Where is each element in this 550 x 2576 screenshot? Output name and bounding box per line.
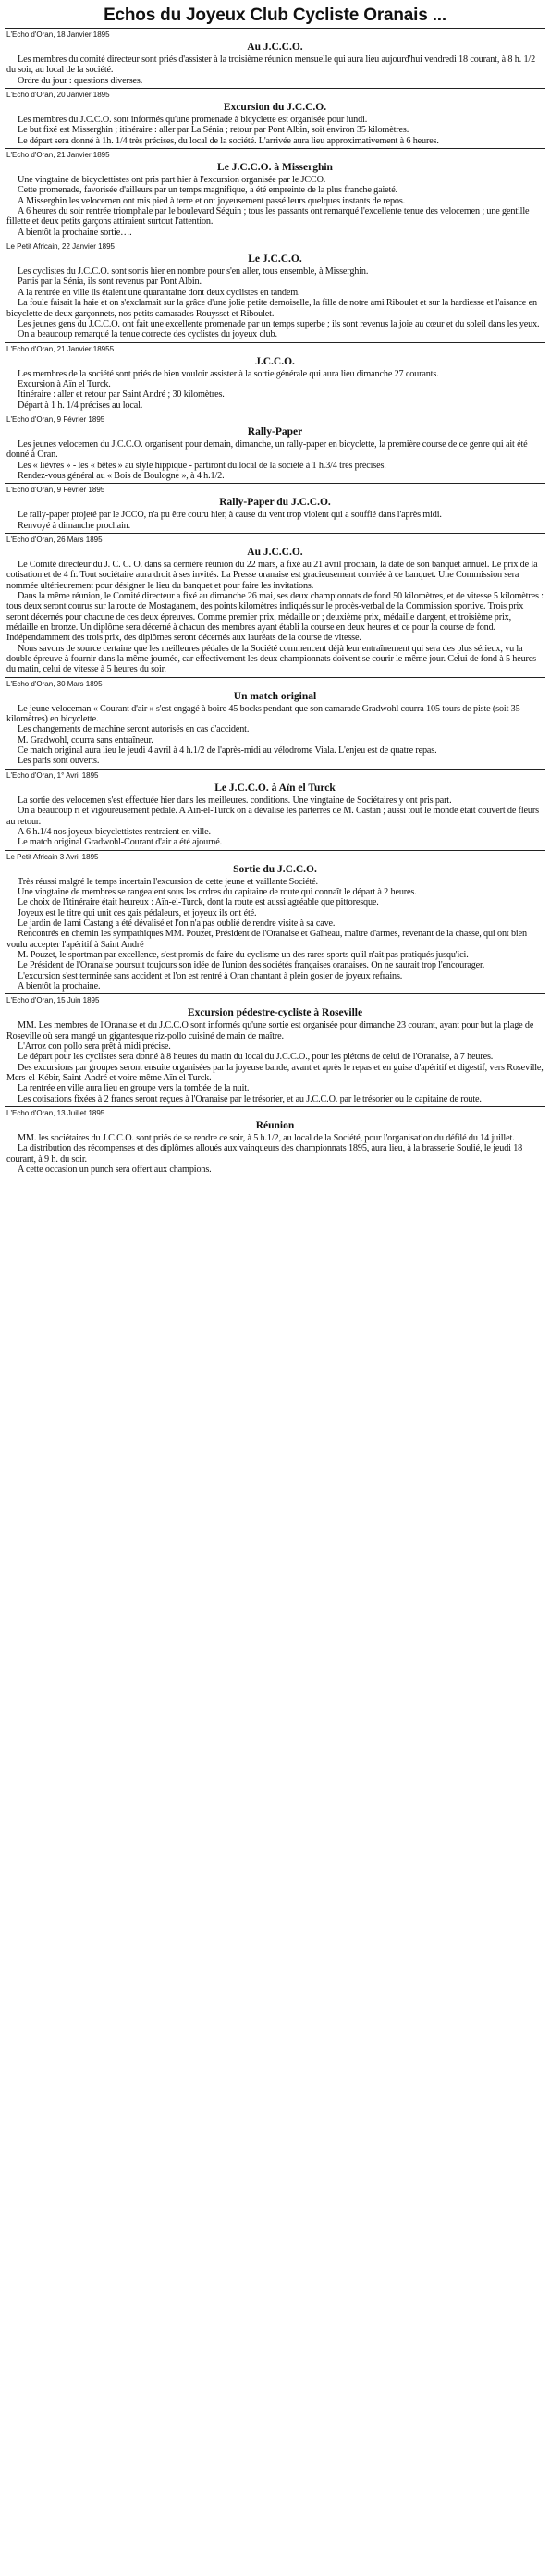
newspaper-page [5,0,545,1177]
article [5,413,545,483]
article-paragraph: A Misserghin les velocemen ont mis pied à terre et ont joyeusement passé leurs quelques instants de repos. [18,195,406,206]
article-paragraph: On a beaucoup remarqué la tenue correcte des cyclistes du joyeux club. [18,329,277,340]
article-title: Un match original [233,690,317,702]
article-paragraph: Itinéraire : aller et retour par Saint André ; 30 kilomètres. [18,389,225,401]
article-paragraph: Rendez-vous général au « Bois de Boulogne », à 4 h.1/2. [18,470,225,481]
article-paragraph: A 6 heures du soir rentrée triomphale par le boulevard Séguin ; tous les passants ont remarqué l'excellente tenue des velocemen ; une gentille fillette et deux petits garçons attiraient surtout l'attention. [6,206,530,228]
article-paragraph: L'excursion s'est terminée sans accident et l'on est rentré à Oran chantant à plein gosier de joyeux refrains. [18,970,403,981]
article-title: Au J.C.C.O. [247,42,303,53]
article-source: L'Echo d'Oran, 15 Juin 1895 [6,996,100,1005]
article [5,769,545,850]
article-paragraph: Départ à 1 h. 1/4 précises au local. [18,400,143,411]
article-title: Rally-Paper [247,425,303,438]
page-title: Echos du Joyeux Club Cycliste Oranais ... [104,6,446,25]
article-source: L'Echo d'Oran, 9 Février 1895 [6,414,105,424]
article-paragraph: Le Comité directeur du J. C. C. O. dans sa dernière réunion du 22 mars, a fixé au 21 avril prochain, la date de son banquet annuel. Le prix de la cotisation et de 4 fr. Tout sociétaire aura droit à ses invités. La Presse oranaise est gracieusement conviée à ce banquet. Une Commission sera nommée ultérieurement pour désigner le lieu du banquet et pour faire les invitations. [6,559,538,591]
article-paragraph: M. Gradwohl, courra sans entraîneur. [18,734,153,746]
article-title: Excursion pédestre-cycliste à Roseville [187,1007,363,1019]
article-paragraph: Les « lièvres » - les « bêtes » au style hippique - partiront du local de la société à 1 h.3/4 très précises. [18,460,386,471]
article-source: L'Echo d'Oran, 21 Janvier 18955 [6,344,115,353]
article-paragraph: Les paris sont ouverts. [18,756,100,767]
article-title: Le J.C.C.O. à Misserghin [217,162,333,174]
article [5,533,545,677]
article-paragraph: Les jeunes gens du J.C.C.O. ont fait une excellente promenade par un temps superbe ; ils sont revenus la joie au cœur et du soleil dans les yeux. [18,318,540,329]
article-paragraph: Le jardin de l'ami Castang a été dévalisé et l'on n'a pas oublié de rendre visite à sa cave. [18,918,336,929]
article [5,240,545,341]
article [5,850,545,994]
article-source: L'Echo d'Oran, 13 Juillet 1895 [6,1109,105,1118]
article-paragraph: La foule faisait la haie et on s'exclamait sur la grâce d'une jolie petite demoiselle, la fille de notre ami Riboulet et sur la hardiesse et l'aisance en bicyclette de deux garçonnets, nos petits camarades Rouysset et Riboulet. [6,298,537,319]
article-paragraph: Très réussi malgré le temps incertain l'excursion de cette jeune et vaillante Société. [18,876,318,887]
article-title: Rally-Paper du J.C.C.O. [219,497,331,509]
article-paragraph: Une vingtaine de bicyclettistes ont pris part hier à l'excursion organisée par le JCCO. [18,175,326,186]
article-paragraph: Les membres du comité directeur sont priés d'assister à la troisième réunion mensuelle qui aura lieu aujourd'hui vendredi 18 courant, à 8 h. 1/2 du soir, au local de la société. [6,55,536,76]
article-paragraph: Le match original Gradwohl-Courant d'air a été ajourné. [18,837,223,848]
article-paragraph: Ordre du jour : questions diverses. [18,75,143,86]
article-paragraph: A bientôt la prochaine sortie…. [18,227,132,238]
article-source: L'Echo d'Oran, 26 Mars 1895 [6,535,103,544]
article-source: L'Echo d'Oran, 21 Janvier 1895 [6,151,110,160]
article-source: L'Echo d'Oran, 30 Mars 1895 [6,679,103,688]
article-paragraph: Le Président de l'Oranaise poursuit toujours son idée de l'union des sociétés françaises oranaises. On ne saurait trop l'encourager. [18,960,485,971]
article-paragraph: A la rentrée en ville ils étaient une quarantaine dont deux cyclistes en tandem. [18,287,300,298]
article-title: Le J.C.C.O. [248,253,302,265]
article-paragraph: MM. les sociétaires du J.C.C.O. sont priés de se rendre ce soir, à 5 h.1/2, au local de la Société, pour l'organisation du défilé du 14 juillet. [18,1133,515,1144]
article-paragraph: Renvoyé à dimanche prochain. [18,520,130,531]
article-paragraph: La distribution des récompenses et des diplômes alloués aux vainqueurs des championnats 1895, aura lieu, à la brasserie Soulié, le jeudi 18 courant, à 9 h. du soir. [6,1143,523,1165]
article-paragraph: La sortie des velocemen s'est effectuée hier dans les meilleures. conditions. Une vingtaine de Sociétaires y ont pris part. [18,795,452,806]
article-paragraph: Des excursions par groupes seront ensuite organisées par la joyeuse bande, avant et après le repas et en guise d'apéritif et digestif, vers Roseville, Mers-el-Kébir, Saint-André et voire même Aïn el Turck. [6,1062,544,1084]
article-paragraph: A 6 h.1/4 nos joyeux bicyclettistes rentraient en ville. [18,826,211,837]
article-paragraph: La rentrée en ville aura lieu en groupe vers la tombée de la nuit. [18,1083,250,1094]
article-title: Réunion [255,1120,295,1132]
article-paragraph: Rencontrés en chemin les sympathiques MM. Pouzet, Président de l'Oranaise et Gaïneau, maître d'armes, revenant de la chasse, qui ont bien voulu accepter l'apéritif à Saint André [6,929,527,950]
article-paragraph: Les cotisations fixées à 2 francs seront reçues à l'Oranaise par le trésorier, et au J.C.C.O. par le trésorier ou le capitaine de route. [18,1093,482,1104]
article-title: Le J.C.C.O. à Aïn el Turck [214,782,336,794]
article-title: Sortie du J.C.C.O. [233,863,317,875]
article-paragraph: Le choix de l'itinéraire était heureux : Aïn-el-Turck, dont la route est aussi agréable que pittoresque. [18,897,379,908]
article-paragraph: Le jeune veloceman « Courant d'air » s'est engagé à boire 45 bocks pendant que son camarade Gradwohl courra 105 tours de piste (soit 35 kilomètres) en bicyclette. [6,703,520,725]
article-paragraph: Ce match original aura lieu le jeudi 4 avril à 4 h.1/2 de l'après-midi au vélodrome Viala. L'enjeu est de quatre repas. [18,746,437,757]
article-paragraph: Dans la même réunion, le Comité directeur a fixé au dimanche 26 mai, ses deux championnats de fond 50 kilomètres, et de vitesse 5 kilomètres : tous deux seront courus sur la route de Mostaganem, des points kilomètres indiqués sur le procès-verbal de la Commission sportive. Trois prix seront décernés pour chacune de ces deux épreuves. Comme premier prix, médaille or ; deuxième prix, médaille d'argent, et troisième prix, médaille en bronze. Un diplôme sera décerné à chacun des membres ayant établi la course en deux heures et ce pour la course de fond. Indépendamment des trois prix, des diplômes seront décernés aux lauréats de la course de vitesse. [6,591,544,644]
article-paragraph: Les membres de la société sont priés de bien vouloir assister à la sortie générale qui aura lieu dimanche 27 courants. [18,368,439,379]
article [5,677,545,769]
article [5,1106,545,1177]
article [5,88,545,148]
article-paragraph: Joyeux est le titre qui unit ces gais pédaleurs, et joyeux ils ont été. [18,907,257,918]
article [5,483,545,533]
article-title: J.C.C.O. [255,355,295,367]
article-paragraph: Le rally-paper projeté par le JCCO, n'a pu être couru hier, à cause du vent trop violent qui a soufflé dans l'après midi. [18,510,442,521]
article [5,28,545,88]
article-paragraph: A bientôt la prochaine. [18,980,101,992]
article-paragraph: Les membres du J.C.C.O. sont informés qu'une promenade à bicyclette est organisée pour lundi. [18,115,368,126]
article-paragraph: Le but fixé est Misserghin ; itinéraire : aller par La Sénia ; retour par Pont Albin, soit environ 35 kilomètres. [18,125,409,136]
article-source: L'Echo d'Oran, 9 Février 1895 [6,486,105,495]
article-title: Excursion du J.C.C.O. [223,102,327,114]
article-source: L'Echo d'Oran, 18 Janvier 1895 [6,31,110,39]
article-paragraph: On a beaucoup ri et vigoureusement pédalé. A Aïn-el-Turck on a dévalisé les parterres de M. Castan ; aussi tout le monde était couvert de fleurs au retour. [6,806,539,827]
article-paragraph: Le départ pour les cyclistes sera donné à 8 heures du matin du local du J.C.C.O., pour les piétons de celui de l'Oranaise, à 7 heures. [18,1052,494,1063]
article-paragraph: Les changements de machine seront autorisés en cas d'accident. [18,724,250,735]
article [5,148,545,240]
article-source: L'Echo d'Oran, 1° Avril 1895 [6,770,99,780]
article-paragraph: Les cyclistes du J.C.C.O. sont sortis hier en nombre pour s'en aller, tous ensemble, à Misserghin. [18,266,369,277]
article [5,993,545,1106]
article-paragraph: Une vingtaine de membres se rangeaient sous les ordres du capitaine de route qui connaît le départ à 2 heures. [18,886,417,897]
article-paragraph: Nous savons de source certaine que les meilleures pédales de la Société commencent déjà leur entraînement qui sera des plus sérieux, vu la double épreuve à fournir dans la même journée, car effectivement les deux championnats doivent se courir le même jour. Celui de fond à 5 heures du matin, celui de vitesse à 5 heures du soir. [6,643,536,675]
article-paragraph: Le départ sera donné à 1h. 1/4 très précises, du local de la société. L'arrivée aura lieu approximativement à 6 heures. [18,135,439,146]
article-paragraph: A cette occasion un punch sera offert aux champions. [18,1165,212,1176]
article-source: Le Petit Africain 3 Avril 1895 [6,852,99,861]
article-paragraph: Excursion à Aïn el Turck. [18,378,111,389]
article-paragraph: Les jeunes velocemen du J.C.C.O. organisent pour demain, dimanche, un rally-paper en bicyclette, la première course de ce genre qui ait été donné à Oran. [6,438,528,461]
article-paragraph: Partis par la Sénia, ils sont revenus par Pont Albin. [18,277,202,288]
article-source: L'Echo d'Oran, 20 Janvier 1895 [6,91,110,100]
article-paragraph: MM. Les membres de l'Oranaise et du J.C.C.O sont informés qu'une sortie est organisée pour dimanche 23 courant, ayant pour but la plage de Roseville où sera mangé un gigantesque riz-pollo cuisiné de main de maître. [6,1020,534,1041]
article-paragraph: M. Pouzet, le sportman par excellence, s'est promis de faire du cyclisme un des rares sports qu'il n'ait pas pratiqués jusqu'ici. [18,949,469,960]
article-source: Le Petit Africain, 22 Janvier 1895 [6,242,115,252]
article [5,342,545,413]
article-paragraph: Cette promenade, favorisée d'ailleurs par un temps magnifique, a été empreinte de la plus franche gaieté. [18,185,397,196]
article-paragraph: L'Arroz con pollo sera prêt à midi précise. [18,1041,171,1052]
article-list [5,28,545,1177]
article-title: Au J.C.C.O. [247,546,303,558]
